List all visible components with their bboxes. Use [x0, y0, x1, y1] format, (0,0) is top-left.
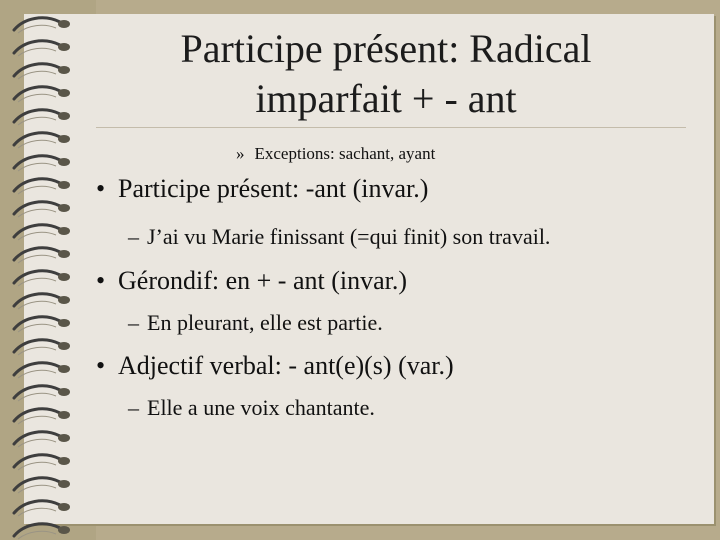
example-adjectif-verbal	[128, 395, 375, 421]
spiral-ring	[14, 271, 70, 286]
example-text: En pleurant, elle est partie.	[147, 310, 383, 335]
bullet-marker: •	[96, 351, 106, 380]
spiral-ring	[14, 409, 70, 424]
title-divider	[96, 127, 686, 128]
bullet-text: Participe présent: -ant (invar.)	[118, 174, 429, 203]
example-text: Elle a une voix chantante.	[147, 395, 375, 420]
spiral-ring	[14, 110, 70, 125]
bullet-text: Gérondif: en + - ant (invar.)	[118, 266, 408, 295]
sub-marker: –	[128, 224, 139, 249]
exceptions-text: Exceptions: sachant, ayant	[254, 144, 436, 163]
title-line-2: imparfait + - ant	[255, 76, 517, 121]
spiral-ring	[14, 64, 70, 79]
spiral-ring	[14, 179, 70, 194]
bullet-text: Adjectif verbal: - ant(e)(s) (var.)	[118, 351, 454, 380]
bullet-marker: •	[96, 266, 106, 295]
spiral-ring	[14, 432, 70, 447]
example-participe-present	[128, 224, 550, 250]
exceptions-marker: »	[236, 144, 245, 163]
spiral-ring	[14, 294, 70, 309]
spiral-ring	[14, 340, 70, 355]
spiral-ring	[14, 317, 70, 332]
sub-marker: –	[128, 395, 139, 420]
spiral-ring	[14, 156, 70, 171]
example-gerondif	[128, 310, 383, 336]
sub-marker: –	[128, 310, 139, 335]
example-text: J’ai vu Marie finissant (=qui finit) son travail.	[147, 224, 551, 249]
spiral-ring	[14, 363, 70, 378]
bullet-participe-present	[96, 174, 428, 204]
spiral-binding	[0, 0, 92, 540]
spiral-ring	[14, 501, 70, 516]
exceptions-note	[236, 144, 435, 164]
spiral-ring	[14, 478, 70, 493]
spiral-ring	[14, 202, 70, 217]
spiral-ring	[14, 133, 70, 148]
title-line-1: Participe présent: Radical	[180, 26, 592, 71]
spiral-ring	[14, 41, 70, 56]
spiral-ring	[14, 248, 70, 263]
slide-title	[96, 24, 676, 124]
spiral-ring	[14, 225, 70, 240]
spiral-ring	[14, 524, 70, 539]
spiral-ring	[14, 18, 70, 33]
bullet-adjectif-verbal	[96, 351, 454, 381]
spiral-ring	[14, 87, 70, 102]
bullet-marker: •	[96, 174, 106, 203]
spiral-ring	[14, 386, 70, 401]
spiral-ring	[14, 455, 70, 470]
bullet-gerondif	[96, 266, 407, 296]
